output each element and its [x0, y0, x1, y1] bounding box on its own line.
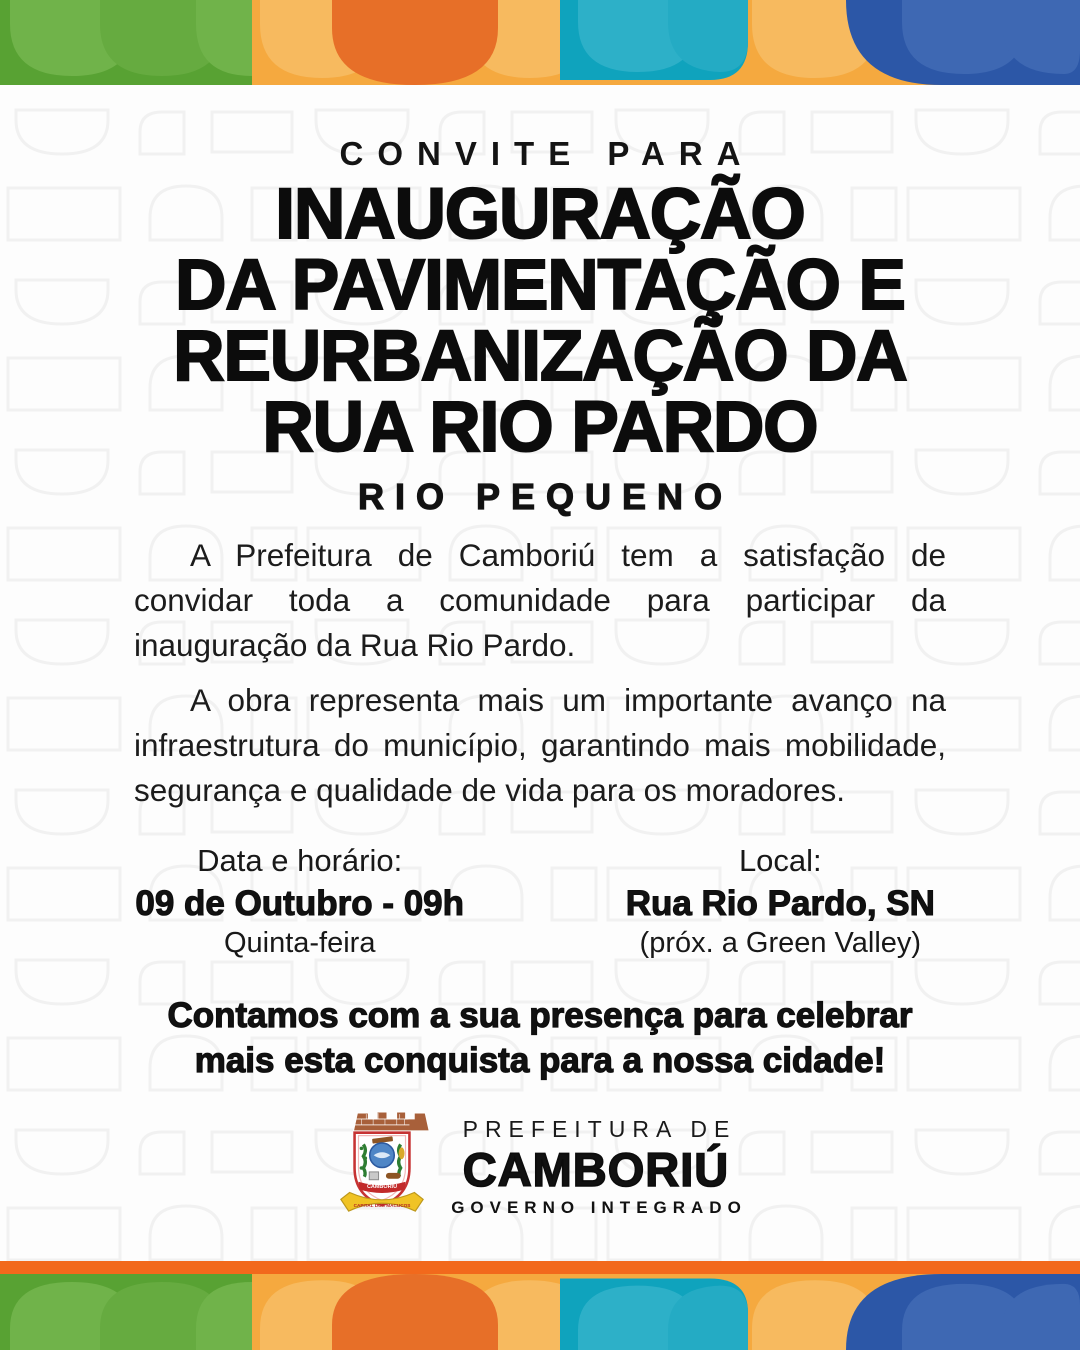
date-weekday: Quinta-feira	[223, 927, 376, 959]
top-decorative-border	[0, 0, 1080, 85]
date-label: Data e horário:	[197, 843, 403, 878]
bottom-decorative-border	[0, 1274, 1080, 1350]
title-line-4: RUA RIO PARDO	[262, 388, 818, 467]
camboriu-coat-of-arms-icon	[333, 1109, 431, 1225]
logo-camboriu: CAMBORIÚ	[462, 1143, 730, 1196]
neighborhood-subtitle: RIO PEQUENO	[357, 476, 734, 517]
location-detail: (próx. a Green Valley)	[639, 927, 922, 959]
prefecture-logo-text	[445, 1116, 747, 1218]
location-value: Rua Rio Pardo, SN	[625, 884, 935, 923]
crest-banner-text: CAMBORIÚ	[367, 1184, 398, 1191]
location-info-block	[576, 843, 985, 960]
kicker-text: CONVITE PARA	[339, 135, 755, 172]
main-title	[173, 175, 907, 467]
orange-divider-line	[0, 1261, 1080, 1274]
location-label: Local:	[738, 843, 822, 878]
closing-message	[167, 993, 912, 1083]
body-copy	[134, 533, 946, 813]
logo-governo-integrado: GOVERNO INTEGRADO	[451, 1198, 747, 1217]
closing-line-1: Contamos com a sua presença para celebrar	[167, 996, 913, 1035]
paragraph-1: A Prefeitura de Camboriú tem a satisfação de convidar toda a comunidade para participar da inauguração da Rua Rio Pardo.	[134, 537, 946, 663]
title-line-3: REURBANIZAÇÃO DA	[173, 317, 907, 396]
logo-prefeitura-de: PREFEITURA DE	[462, 1116, 737, 1142]
event-info-row	[95, 843, 985, 960]
prefecture-logo	[333, 1109, 747, 1225]
date-info-block	[95, 843, 504, 960]
date-value: 09 de Outubro - 09h	[135, 884, 465, 923]
title-line-2: DA PAVIMENTAÇÃO E	[175, 246, 905, 325]
title-line-1: INAUGURAÇÃO	[275, 175, 805, 254]
crest-ribbon-text: CAPITAL DOS MACUCOS	[353, 1203, 411, 1209]
closing-line-2: mais esta conquista para a nossa cidade!	[194, 1041, 886, 1080]
poster-content	[0, 85, 1080, 1261]
paragraph-2: A obra representa mais um importante avanço na infraestrutura do município, garantindo mais mobilidade, segurança e qualidade de vida para os moradores.	[134, 682, 946, 808]
